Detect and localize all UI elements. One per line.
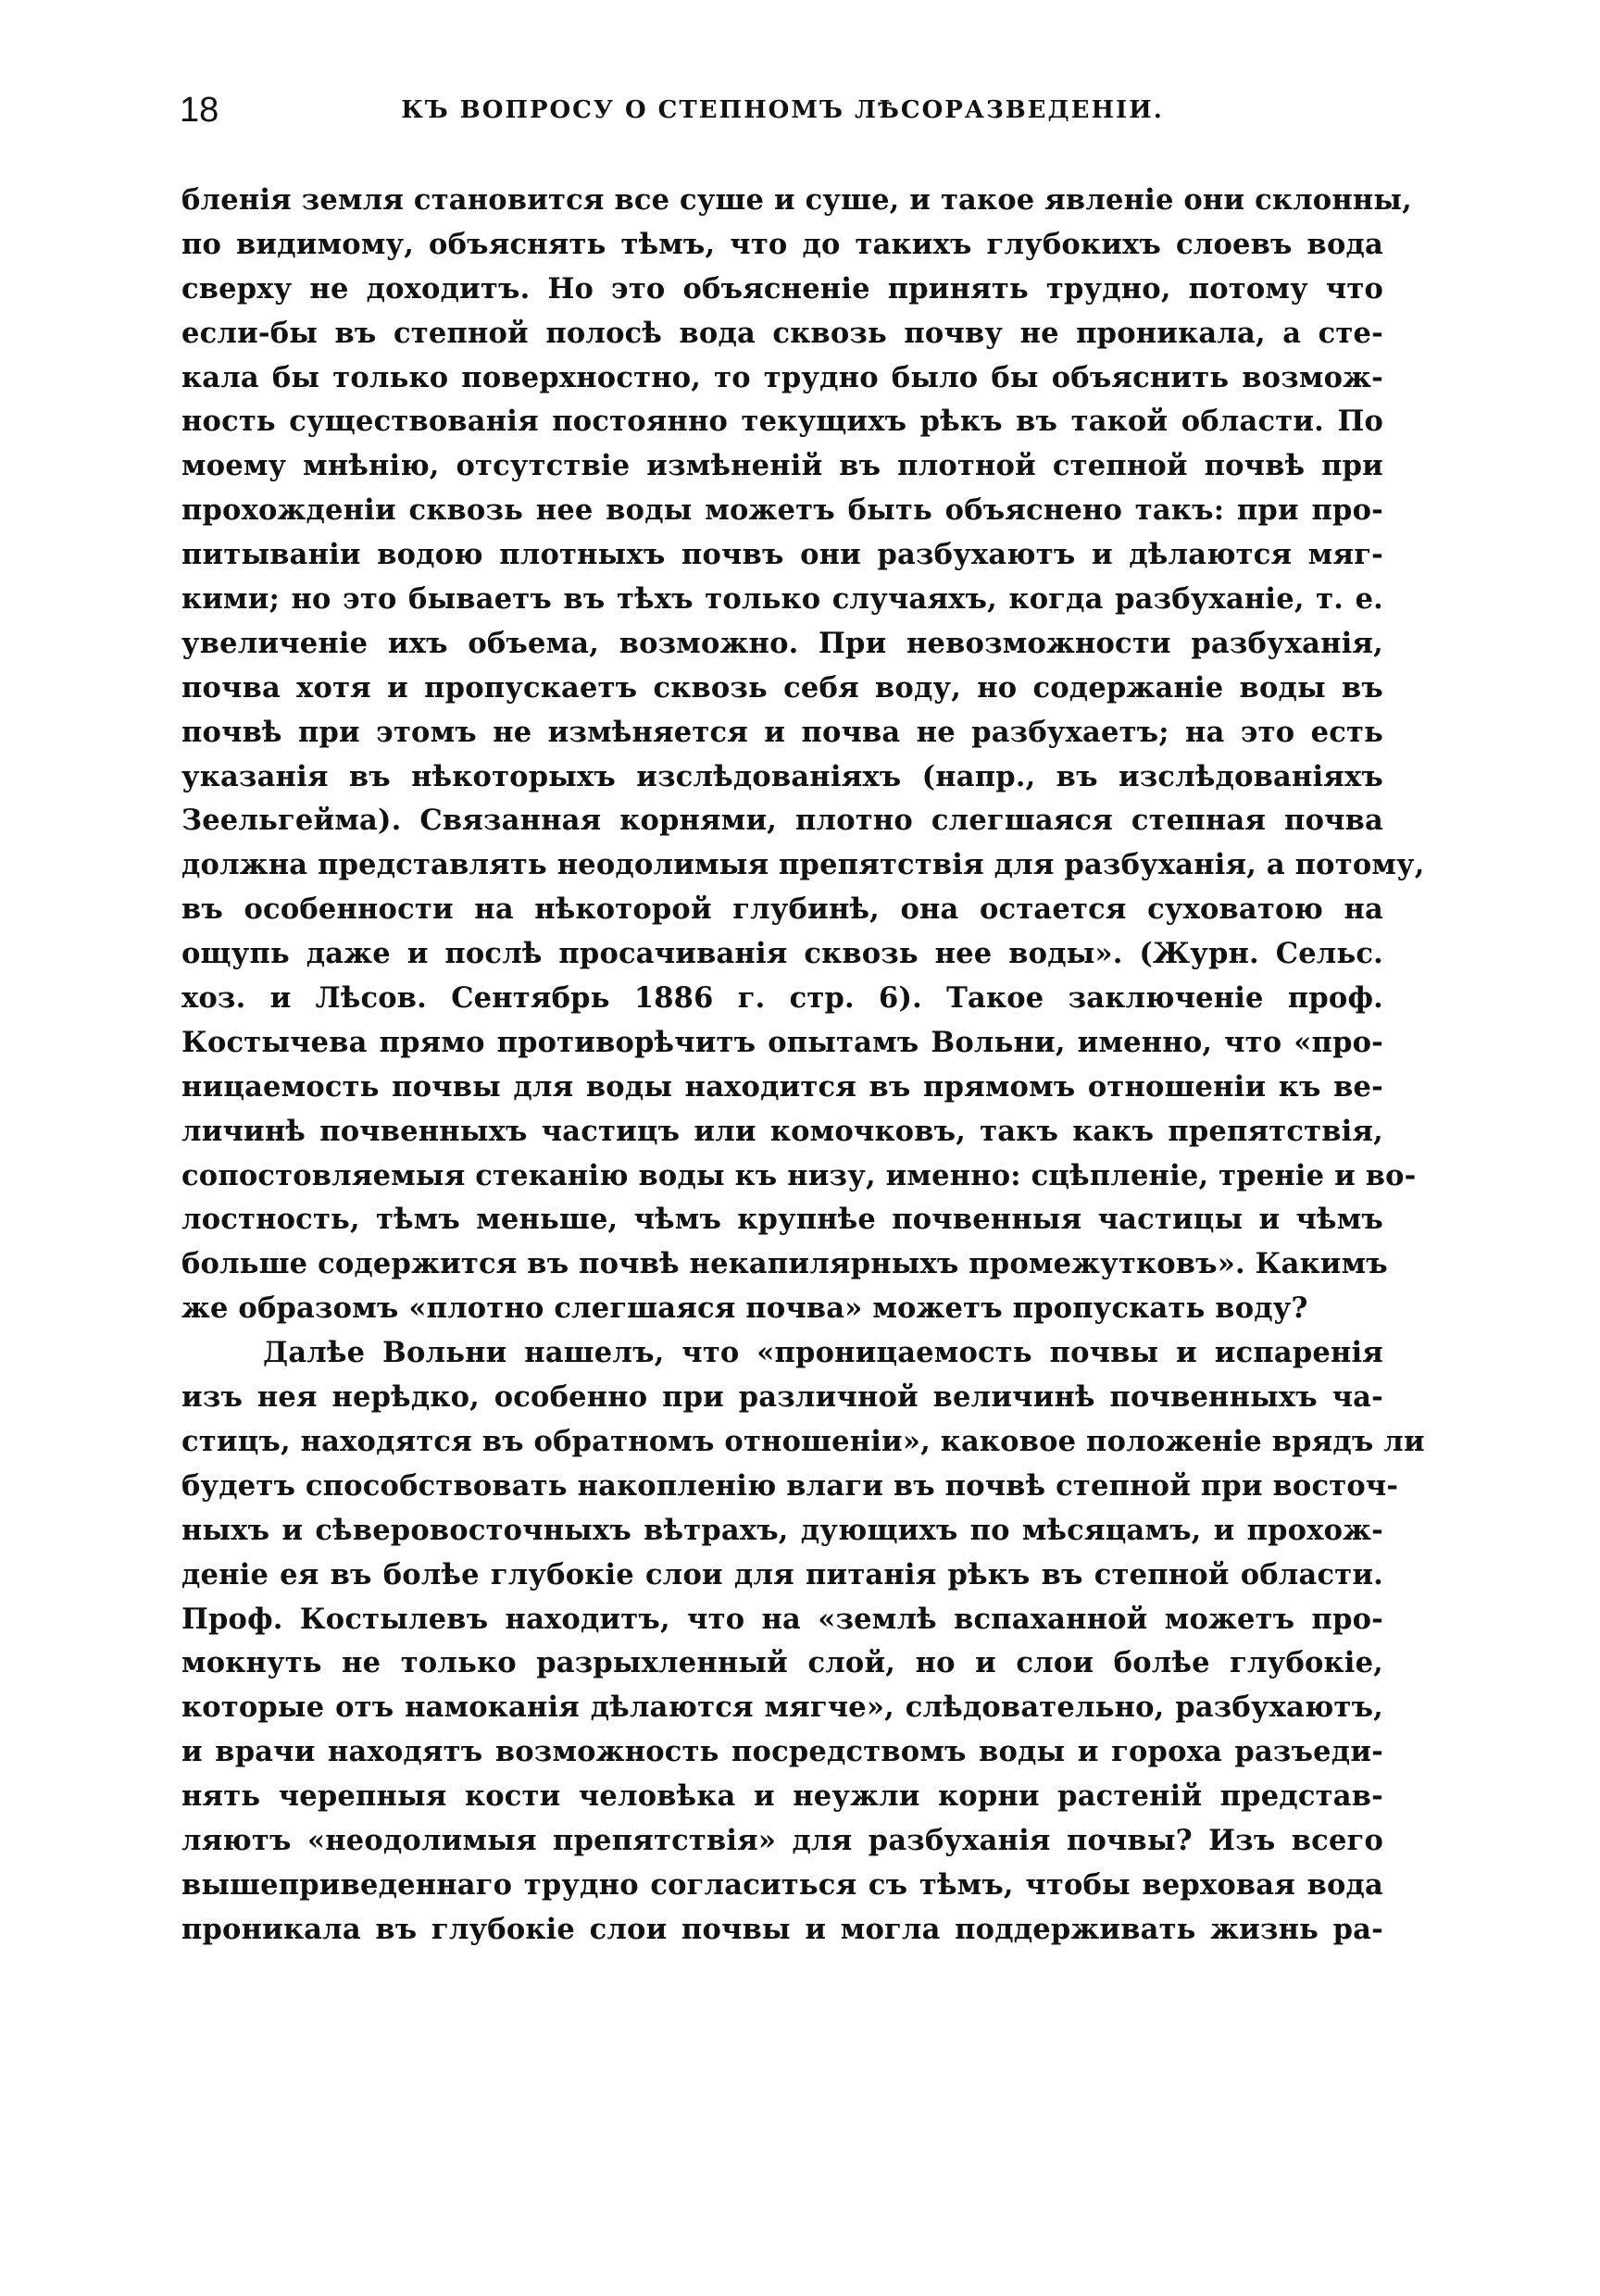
text-line: стицъ, находятся въ обратномъ отношеніи», каковое положеніе врядъ ли — [181, 1424, 1425, 1458]
text-line: прохожденіи сквозь нее воды можетъ быть объяснено такъ: при про- — [181, 493, 1383, 528]
running-title: КЪ ВОПРОСУ О СТЕПНОМЪ ЛѢСОРАЗВЕДЕНІИ. — [401, 96, 1164, 124]
text-line: ляютъ «неодолимыя препятствія» для разбуханія почвы? Изъ всего — [181, 1823, 1383, 1857]
text-line: ныхъ и сѣверовосточныхъ вѣтрахъ, дующихъ по мѣсяцамъ, и прохож- — [181, 1513, 1383, 1547]
text-line: больше содержится въ почвѣ некапилярныхъ промежутковъ». Какимъ — [181, 1247, 1388, 1281]
text-line: ницаемость почвы для воды находится въ прямомъ отношеніи къ ве- — [181, 1069, 1383, 1104]
text-line: почва хотя и пропускаетъ сквозь себя воду, но содержаніе воды въ — [181, 670, 1383, 705]
text-line: мокнуть не только разрыхленный слой, но и слои болѣе глубокіе, — [181, 1646, 1383, 1680]
text-line: ощупь даже и послѣ просачиванія сквозь нее воды». (Журн. Сельс. — [181, 937, 1383, 971]
body-text — [181, 179, 1425, 1953]
text-line: ность существованія постоянно текущихъ рѣкъ въ такой области. По — [181, 405, 1383, 439]
text-line: почвѣ при этомъ не измѣняется и почва не разбухаетъ; на это есть — [181, 715, 1383, 749]
text-line: по видимому, объяснять тѣмъ, что до такихъ глубокихъ слоевъ вода — [181, 227, 1383, 261]
text-line: сверху не доходитъ. Но это объясненіе принять трудно, потому что — [181, 271, 1383, 306]
text-line: которые отъ намоканія дѣлаются мягче», слѣдовательно, разбухаютъ, — [181, 1691, 1383, 1725]
text-line: увеличеніе ихъ объема, возможно. При невозможности разбуханія, — [181, 626, 1383, 660]
text-line: проникала въ глубокіе слои почвы и могла поддерживать жизнь ра- — [181, 1912, 1383, 1946]
text-line: питываніи водою плотныхъ почвъ они разбухаютъ и дѣлаются мяг- — [181, 538, 1383, 572]
text-line: бленія земля становится все суше и суше, и такое явленіе они склонны, — [181, 183, 1412, 217]
text-line: будетъ способствовать накопленію влаги въ почвѣ степной при восточ- — [181, 1468, 1399, 1503]
text-line: Зеельгейма). Связанная корнями, плотно слегшаяся степная почва — [181, 804, 1383, 838]
text-line: моему мнѣнію, отсутствіе измѣненій въ плотной степной почвѣ при — [181, 449, 1383, 483]
text-line: деніе ея въ болѣе глубокіе слои для питанія рѣкъ въ степной области. — [181, 1557, 1383, 1591]
text-line: нять черепныя кости человѣка и неужли корни растеній представ- — [181, 1779, 1383, 1814]
text-line: Костычева прямо противорѣчитъ опытамъ Вольни, именно, что «про- — [181, 1025, 1383, 1059]
text-line: изъ нея нерѣдко, особенно при различной величинѣ почвенныхъ ча- — [181, 1380, 1383, 1415]
text-line: если-бы въ степной полосѣ вода сквозь почву не проникала, а сте- — [181, 316, 1383, 350]
text-line: хоз. и Лѣсов. Сентябрь 1886 г. стр. 6). Такое заключеніе проф. — [181, 981, 1383, 1016]
text-line: указанія въ нѣкоторыхъ изслѣдованіяхъ (напр., въ изслѣдованіяхъ — [181, 759, 1383, 793]
text-line: личинѣ почвенныхъ частицъ или комочковъ, такъ какъ препятствія, — [181, 1114, 1383, 1148]
text-line: должна представлять неодолимыя препятствія для разбуханія, а потому, — [181, 848, 1425, 882]
text-line: кала бы только поверхностно, то трудно было бы объяснить возмож- — [181, 360, 1383, 394]
text-line: въ особенности на нѣкоторой глубинѣ, она остается суховатою на — [181, 892, 1383, 927]
text-line: и врачи находятъ возможность посредствомъ воды и гороха разъеди- — [181, 1735, 1383, 1769]
text-line: вышеприведеннаго трудно согласиться съ тѣмъ, чтобы верховая вода — [181, 1867, 1383, 1902]
text-line: же образомъ «плотно слегшаяся почва» можетъ пропускать воду? — [181, 1292, 1308, 1326]
text-line: Проф. Костылевъ находитъ, что на «землѣ вспаханной можетъ про- — [181, 1602, 1383, 1636]
text-line: лостность, тѣмъ меньше, чѣмъ крупнѣе почвенныя частицы и чѣмъ — [181, 1203, 1383, 1237]
page-number: 18 — [180, 91, 219, 130]
text-line: сопостовляемыя стеканію воды къ низу, именно: сцѣпленіе, треніе и во- — [181, 1158, 1417, 1192]
text-line: Далѣе Вольни нашелъ, что «проницаемость почвы и испаренія — [263, 1336, 1383, 1370]
text-line: кими; но это бываетъ въ тѣхъ только случаяхъ, когда разбуханіе, т. е. — [181, 582, 1383, 617]
